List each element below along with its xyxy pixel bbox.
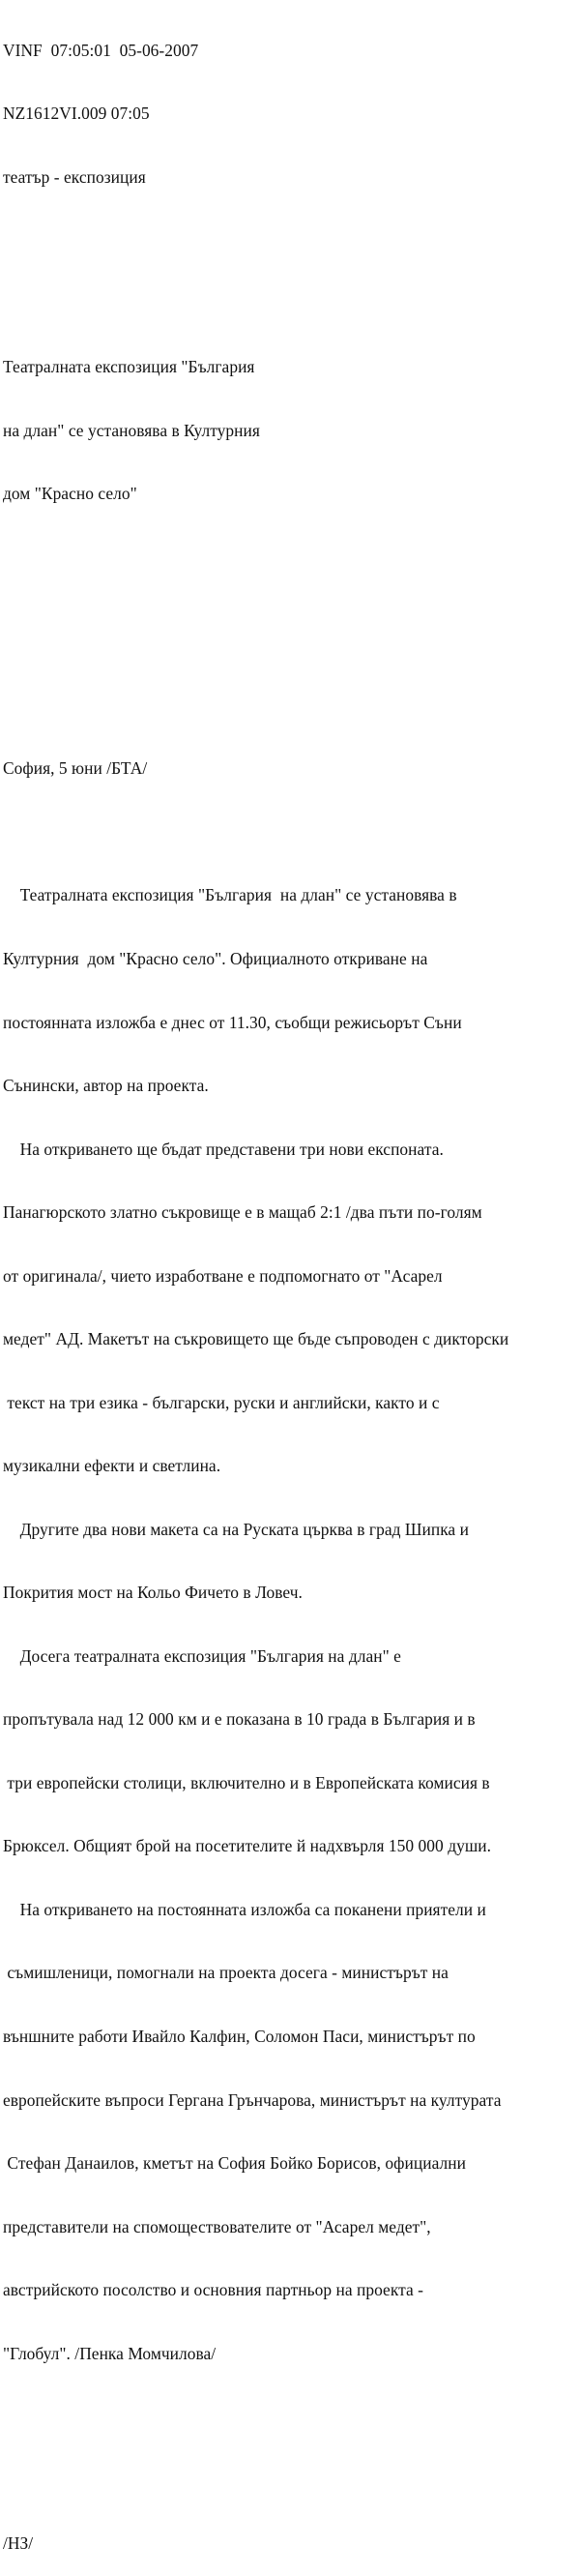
body-line: Културния дом "Красно село". Официалното откриване на — [3, 948, 428, 968]
body-line: три европейски столици, включително и в Европейската комисия в — [3, 1772, 490, 1792]
body-line: музикални ефекти и светлина. — [3, 1456, 221, 1476]
article-body — [3, 844, 580, 2407]
slug-line: VINF 07:05:01 05-06-2007 — [3, 40, 199, 60]
body-line: Театралната експозиция "България на длан" се установява в — [3, 885, 457, 905]
body-line: Досега театралната експозиция "България на длан" е — [3, 1645, 401, 1666]
footer-initials: /НЗ/ — [3, 2533, 34, 2554]
spacer — [3, 2471, 580, 2492]
body-line: текст на три езика - български, руски и английски, както и с — [3, 1392, 440, 1412]
body-line: Сънински, автор на проекта. — [3, 1076, 209, 1096]
body-line: Брюксел. Общият брой на посетителите й надхвърля 150 000 души. — [3, 1836, 492, 1856]
spacer — [3, 230, 580, 252]
body-line: от оригинала/, чието изработване е подпомогнато от "Асарел — [3, 1265, 443, 1286]
body-line: Панагюрското златно съкровище е в мащаб 2:1 /два пъти по-голям — [3, 1202, 482, 1223]
body-line: На откриването ще бъдат представени три нови експоната. — [3, 1139, 444, 1159]
body-line: "Глобул". /Пенка Момчилова/ — [3, 2343, 217, 2363]
headline-line: дом "Красно село" — [3, 484, 137, 504]
category-line: театър - експозиция — [3, 166, 146, 187]
body-line: европейските въпроси Гергана Грънчарова, министърът на културата — [3, 2089, 502, 2110]
code-line: NZ1612VI.009 07:05 — [3, 104, 150, 124]
body-line: Стефан Данаилов, кметът на София Бойко Борисов, официални — [3, 2153, 466, 2174]
body-line: Другите два нови макета са на Руската църква в град Шипка и — [3, 1519, 469, 1539]
body-line: външните работи Ивайло Калфин, Соломон Паси, министърът по — [3, 2027, 476, 2046]
body-line: На откриването на постоянната изложба са поканени приятели и — [3, 1899, 486, 1919]
spacer — [3, 610, 580, 632]
headline-line: Театралната експозиция "България — [3, 357, 255, 377]
body-line: австрийското посолство и основния партньор на проекта - — [3, 2280, 423, 2300]
body-line: Покрития мост на Кольо Фичето в Ловеч. — [3, 1583, 303, 1603]
spacer — [3, 674, 580, 696]
body-line: съмишленици, помогнали на проекта досега - министърът на — [3, 1963, 449, 1983]
body-line: постоянната изложба е днес от 11.30, съобщи режисьорът Съни — [3, 1012, 462, 1032]
body-line: пропътувала над 12 000 км и е показана в 10 града в България и в — [3, 1709, 476, 1730]
headline-line: на длан" се установява в Културния — [3, 420, 260, 440]
headline — [3, 315, 580, 548]
dateline: София, 5 юни /БТА/ — [3, 758, 148, 779]
body-line: представители на спомоществователите от "Асарел медет", — [3, 2216, 431, 2236]
body-line: медет" АД. Макетът на съкровището ще бъде съпроводен с дикторски — [3, 1329, 509, 1349]
news-document — [3, 0, 580, 2576]
